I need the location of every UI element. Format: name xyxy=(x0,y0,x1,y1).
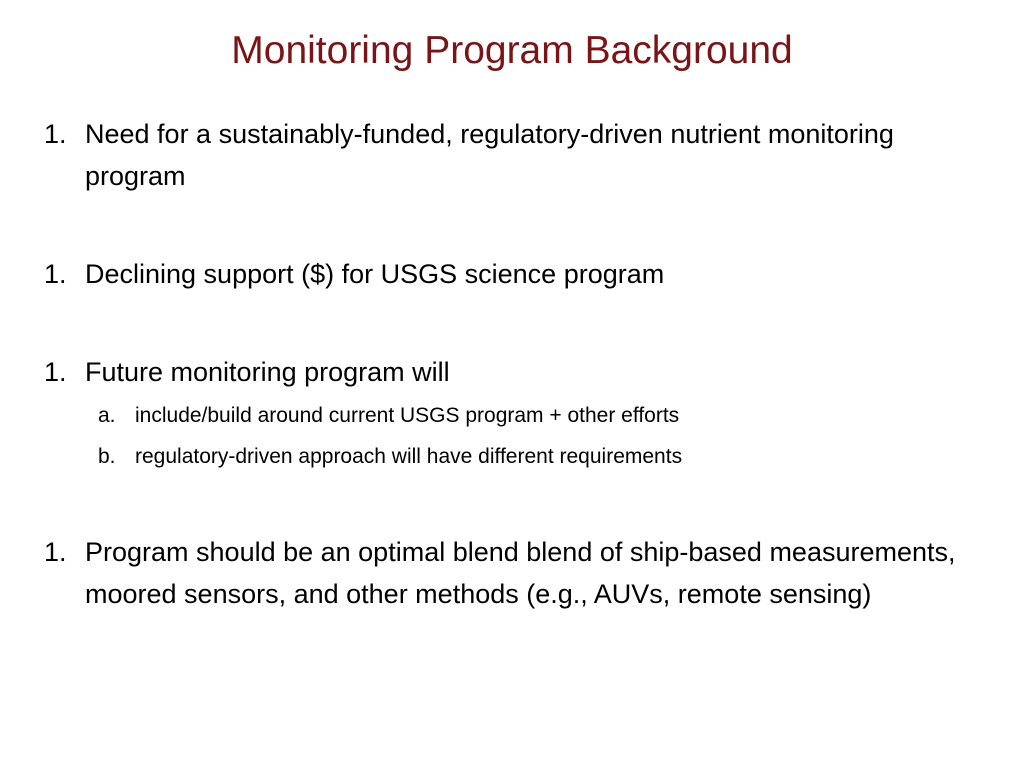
list-item-optimal-blend xyxy=(44,531,994,615)
list-item-declining-support xyxy=(44,253,994,295)
list-number: 1. xyxy=(44,537,67,567)
list-item-text: Future monitoring program will xyxy=(85,357,450,387)
sub-item-letter: a. xyxy=(98,404,116,427)
sub-item-regulatory-approach xyxy=(98,442,998,472)
list-item-text: Declining support ($) for USGS science program xyxy=(85,259,665,289)
sub-item-text: include/build around current USGS program + other efforts xyxy=(135,404,680,427)
list-item-text: Program should be an optimal blend blend of ship-based measurements, moored sensors, and other methods (e.g., AUVs, remote sensing) xyxy=(85,537,956,609)
slide-title: Monitoring Program Background xyxy=(231,29,793,72)
sub-item-text: regulatory-driven approach will have different requirements xyxy=(135,445,683,468)
list-number: 1. xyxy=(44,259,67,289)
list-item-text: Need for a sustainably-funded, regulatory-driven nutrient monitoring program xyxy=(85,119,894,191)
list-number: 1. xyxy=(44,357,67,387)
list-item-future-program xyxy=(44,351,994,393)
list-item-need-for-funding xyxy=(44,113,994,197)
list-number: 1. xyxy=(44,119,67,149)
sub-item-letter: b. xyxy=(98,445,116,468)
sub-item-include-build xyxy=(98,401,998,431)
